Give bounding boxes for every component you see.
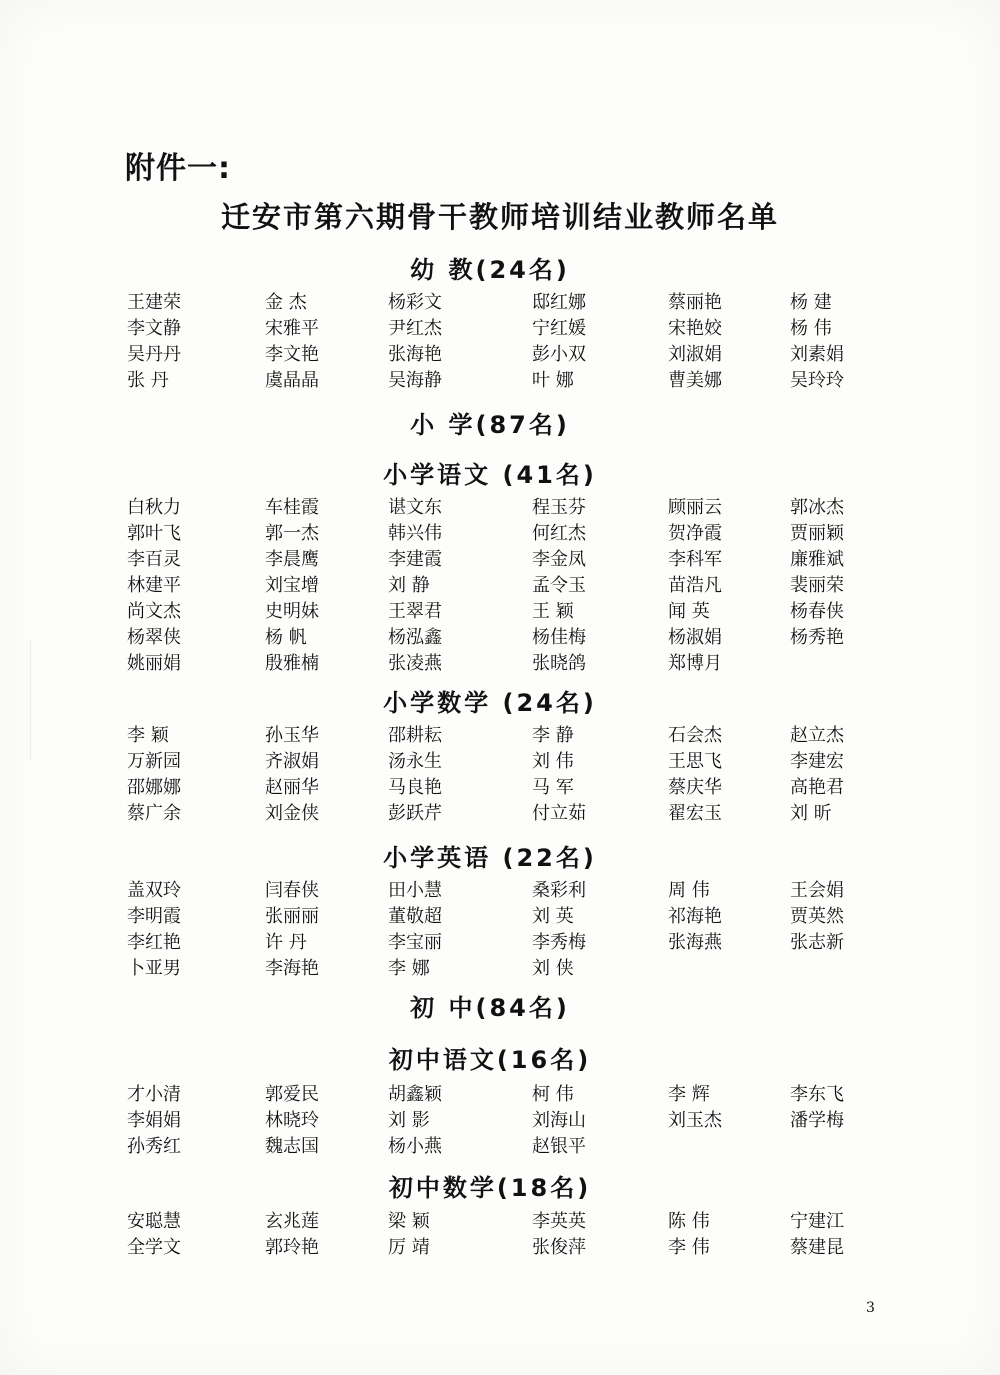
teacher-name: 赵丽华 — [265, 777, 319, 798]
document-title: 迁安市第六期骨干教师培训结业教师名单 — [220, 200, 779, 234]
teacher-name: 李英英 — [532, 1211, 586, 1232]
teacher-name: 李百灵 — [127, 549, 181, 570]
section-heading-junior-chinese: 初中语文(16名) — [388, 1046, 592, 1074]
name-row — [0, 775, 1000, 801]
name-row — [0, 521, 1000, 547]
name-row — [0, 1209, 1000, 1235]
name-row — [0, 1134, 1000, 1160]
teacher-name: 杨小燕 — [388, 1136, 442, 1157]
teacher-name: 郭爱民 — [265, 1084, 319, 1105]
teacher-name: 全学文 — [127, 1237, 181, 1258]
teacher-name: 田小慧 — [388, 880, 442, 901]
name-list-primary-english — [0, 878, 1000, 982]
name-list-preschool — [0, 290, 1000, 394]
teacher-name: 杨 帆 — [265, 627, 307, 648]
teacher-name: 李 伟 — [668, 1237, 710, 1258]
teacher-name: 胡鑫颖 — [388, 1084, 442, 1105]
teacher-name: 魏志国 — [265, 1136, 319, 1157]
teacher-name: 梁 颖 — [388, 1211, 430, 1232]
teacher-name: 杨 建 — [790, 292, 832, 313]
teacher-name: 宁红媛 — [532, 318, 586, 339]
teacher-name: 邵娜娜 — [127, 777, 181, 798]
teacher-name: 尚文杰 — [127, 601, 181, 622]
teacher-name: 李 静 — [532, 725, 574, 746]
teacher-name: 陈 伟 — [668, 1211, 710, 1232]
teacher-name: 宋雅平 — [265, 318, 319, 339]
name-row — [0, 723, 1000, 749]
name-row — [0, 930, 1000, 956]
teacher-name: 彭跃芹 — [388, 803, 442, 824]
teacher-name: 蔡庆华 — [668, 777, 722, 798]
name-row — [0, 342, 1000, 368]
teacher-name: 刘 静 — [388, 575, 430, 596]
name-row — [0, 495, 1000, 521]
name-row — [0, 290, 1000, 316]
teacher-name: 李明霞 — [127, 906, 181, 927]
name-row — [0, 625, 1000, 651]
teacher-name: 刘金侠 — [265, 803, 319, 824]
name-row — [0, 801, 1000, 827]
teacher-name: 李海艳 — [265, 958, 319, 979]
teacher-name: 苗浩凡 — [668, 575, 722, 596]
teacher-name: 刘淑娟 — [668, 344, 722, 365]
teacher-name: 王 颖 — [532, 601, 574, 622]
teacher-name: 李秀梅 — [532, 932, 586, 953]
teacher-name: 刘宝增 — [265, 575, 319, 596]
teacher-name: 李红艳 — [127, 932, 181, 953]
teacher-name: 李文静 — [127, 318, 181, 339]
teacher-name: 姚丽娟 — [127, 653, 181, 674]
teacher-name: 郭玲艳 — [265, 1237, 319, 1258]
teacher-name: 李宝丽 — [388, 932, 442, 953]
attachment-label: 附件一: — [125, 151, 231, 186]
teacher-name: 才小清 — [127, 1084, 181, 1105]
teacher-name: 贺净霞 — [668, 523, 722, 544]
teacher-name: 柯 伟 — [532, 1084, 574, 1105]
teacher-name: 杨泓鑫 — [388, 627, 442, 648]
teacher-name: 张海燕 — [668, 932, 722, 953]
teacher-name: 杨佳梅 — [532, 627, 586, 648]
teacher-name: 刘海山 — [532, 1110, 586, 1131]
teacher-name: 李 娜 — [388, 958, 430, 979]
teacher-name: 赵立杰 — [790, 725, 844, 746]
name-row — [0, 547, 1000, 573]
name-row — [0, 878, 1000, 904]
teacher-name: 杨春侠 — [790, 601, 844, 622]
teacher-name: 殷雅楠 — [265, 653, 319, 674]
teacher-name: 车桂霞 — [265, 497, 319, 518]
teacher-name: 贾丽颖 — [790, 523, 844, 544]
teacher-name: 杨彩文 — [388, 292, 442, 313]
teacher-name: 曹美娜 — [668, 370, 722, 391]
teacher-name: 李科军 — [668, 549, 722, 570]
section-heading-preschool: 幼 教(24名) — [410, 256, 570, 284]
teacher-name: 邸红娜 — [532, 292, 586, 313]
name-row — [0, 573, 1000, 599]
teacher-name: 李晨鹰 — [265, 549, 319, 570]
teacher-name: 杨翠侠 — [127, 627, 181, 648]
teacher-name: 尹红杰 — [388, 318, 442, 339]
teacher-name: 万新园 — [127, 751, 181, 772]
teacher-name: 高艳君 — [790, 777, 844, 798]
teacher-name: 王建荣 — [127, 292, 181, 313]
teacher-name: 廉雅斌 — [790, 549, 844, 570]
teacher-name: 程玉芬 — [532, 497, 586, 518]
teacher-name: 刘 侠 — [532, 958, 574, 979]
section-heading-primary-english: 小学英语 (22名) — [383, 844, 597, 872]
teacher-name: 张晓鸽 — [532, 653, 586, 674]
section-heading-junior: 初 中(84名) — [410, 994, 570, 1022]
teacher-name: 张志新 — [790, 932, 844, 953]
teacher-name: 史明妹 — [265, 601, 319, 622]
teacher-name: 王思飞 — [668, 751, 722, 772]
teacher-name: 吴丹丹 — [127, 344, 181, 365]
teacher-name: 刘 影 — [388, 1110, 430, 1131]
section-heading-primary-math: 小学数学 (24名) — [383, 689, 597, 717]
teacher-name: 李建霞 — [388, 549, 442, 570]
teacher-name: 彭小双 — [532, 344, 586, 365]
teacher-name: 刘 英 — [532, 906, 574, 927]
section-heading-primary-chinese: 小学语文 (41名) — [383, 461, 597, 489]
teacher-name: 何红杰 — [532, 523, 586, 544]
name-row — [0, 316, 1000, 342]
name-row — [0, 904, 1000, 930]
teacher-name: 金 杰 — [265, 292, 307, 313]
teacher-name: 蔡建昆 — [790, 1237, 844, 1258]
teacher-name: 刘 伟 — [532, 751, 574, 772]
teacher-name: 郭冰杰 — [790, 497, 844, 518]
teacher-name: 玄兆莲 — [265, 1211, 319, 1232]
teacher-name: 林晓玲 — [265, 1110, 319, 1131]
teacher-name: 张 丹 — [127, 370, 169, 391]
teacher-name: 闫春侠 — [265, 880, 319, 901]
teacher-name: 韩兴伟 — [388, 523, 442, 544]
teacher-name: 李 辉 — [668, 1084, 710, 1105]
name-row — [0, 1108, 1000, 1134]
teacher-name: 杨淑娟 — [668, 627, 722, 648]
teacher-name: 李文艳 — [265, 344, 319, 365]
teacher-name: 安聪慧 — [127, 1211, 181, 1232]
teacher-name: 张丽丽 — [265, 906, 319, 927]
teacher-name: 吴玲玲 — [790, 370, 844, 391]
teacher-name: 宋艳姣 — [668, 318, 722, 339]
teacher-name: 孟令玉 — [532, 575, 586, 596]
teacher-name: 桑彩利 — [532, 880, 586, 901]
teacher-name: 贾英然 — [790, 906, 844, 927]
name-row — [0, 368, 1000, 394]
name-list-junior-math — [0, 1209, 1000, 1261]
teacher-name: 马 军 — [532, 777, 574, 798]
teacher-name: 张俊萍 — [532, 1237, 586, 1258]
name-list-junior-chinese — [0, 1082, 1000, 1160]
name-row — [0, 956, 1000, 982]
teacher-name: 郭叶飞 — [127, 523, 181, 544]
teacher-name: 郑博月 — [668, 653, 722, 674]
teacher-name: 卜亚男 — [127, 958, 181, 979]
name-list-primary-math — [0, 723, 1000, 827]
teacher-name: 李建宏 — [790, 751, 844, 772]
teacher-name: 厉 靖 — [388, 1237, 430, 1258]
teacher-name: 许 丹 — [265, 932, 307, 953]
teacher-name: 张海艳 — [388, 344, 442, 365]
section-heading-junior-math: 初中数学(18名) — [388, 1174, 592, 1202]
teacher-name: 王翠君 — [388, 601, 442, 622]
teacher-name: 杨秀艳 — [790, 627, 844, 648]
teacher-name: 刘玉杰 — [668, 1110, 722, 1131]
teacher-name: 祁海艳 — [668, 906, 722, 927]
teacher-name: 李东飞 — [790, 1084, 844, 1105]
teacher-name: 盖双玲 — [127, 880, 181, 901]
teacher-name: 蔡广余 — [127, 803, 181, 824]
teacher-name: 宁建江 — [790, 1211, 844, 1232]
teacher-name: 翟宏玉 — [668, 803, 722, 824]
name-row — [0, 1235, 1000, 1261]
teacher-name: 裴丽荣 — [790, 575, 844, 596]
teacher-name: 孙玉华 — [265, 725, 319, 746]
teacher-name: 潘学梅 — [790, 1110, 844, 1131]
teacher-name: 谌文东 — [388, 497, 442, 518]
teacher-name: 林建平 — [127, 575, 181, 596]
teacher-name: 齐淑娟 — [265, 751, 319, 772]
teacher-name: 叶 娜 — [532, 370, 574, 391]
name-list-primary-chinese — [0, 495, 1000, 677]
teacher-name: 刘素娟 — [790, 344, 844, 365]
teacher-name: 郭一杰 — [265, 523, 319, 544]
teacher-name: 李金凤 — [532, 549, 586, 570]
teacher-name: 王会娟 — [790, 880, 844, 901]
teacher-name: 马良艳 — [388, 777, 442, 798]
page-number: 3 — [866, 1300, 875, 1316]
section-heading-primary: 小 学(87名) — [410, 411, 570, 439]
teacher-name: 石会杰 — [668, 725, 722, 746]
teacher-name: 吴海静 — [388, 370, 442, 391]
teacher-name: 汤永生 — [388, 751, 442, 772]
teacher-name: 刘 昕 — [790, 803, 832, 824]
teacher-name: 付立茹 — [532, 803, 586, 824]
name-row — [0, 599, 1000, 625]
teacher-name: 虞晶晶 — [265, 370, 319, 391]
teacher-name: 顾丽云 — [668, 497, 722, 518]
name-row — [0, 1082, 1000, 1108]
teacher-name: 李 颖 — [127, 725, 169, 746]
name-row — [0, 749, 1000, 775]
name-row — [0, 651, 1000, 677]
teacher-name: 李娟娟 — [127, 1110, 181, 1131]
teacher-name: 邵耕耘 — [388, 725, 442, 746]
teacher-name: 董敬超 — [388, 906, 442, 927]
teacher-name: 蔡丽艳 — [668, 292, 722, 313]
teacher-name: 张凌燕 — [388, 653, 442, 674]
teacher-name: 孙秀红 — [127, 1136, 181, 1157]
teacher-name: 赵银平 — [532, 1136, 586, 1157]
teacher-name: 闻 英 — [668, 601, 710, 622]
teacher-name: 杨 伟 — [790, 318, 832, 339]
teacher-name: 白秋力 — [127, 497, 181, 518]
teacher-name: 周 伟 — [668, 880, 710, 901]
